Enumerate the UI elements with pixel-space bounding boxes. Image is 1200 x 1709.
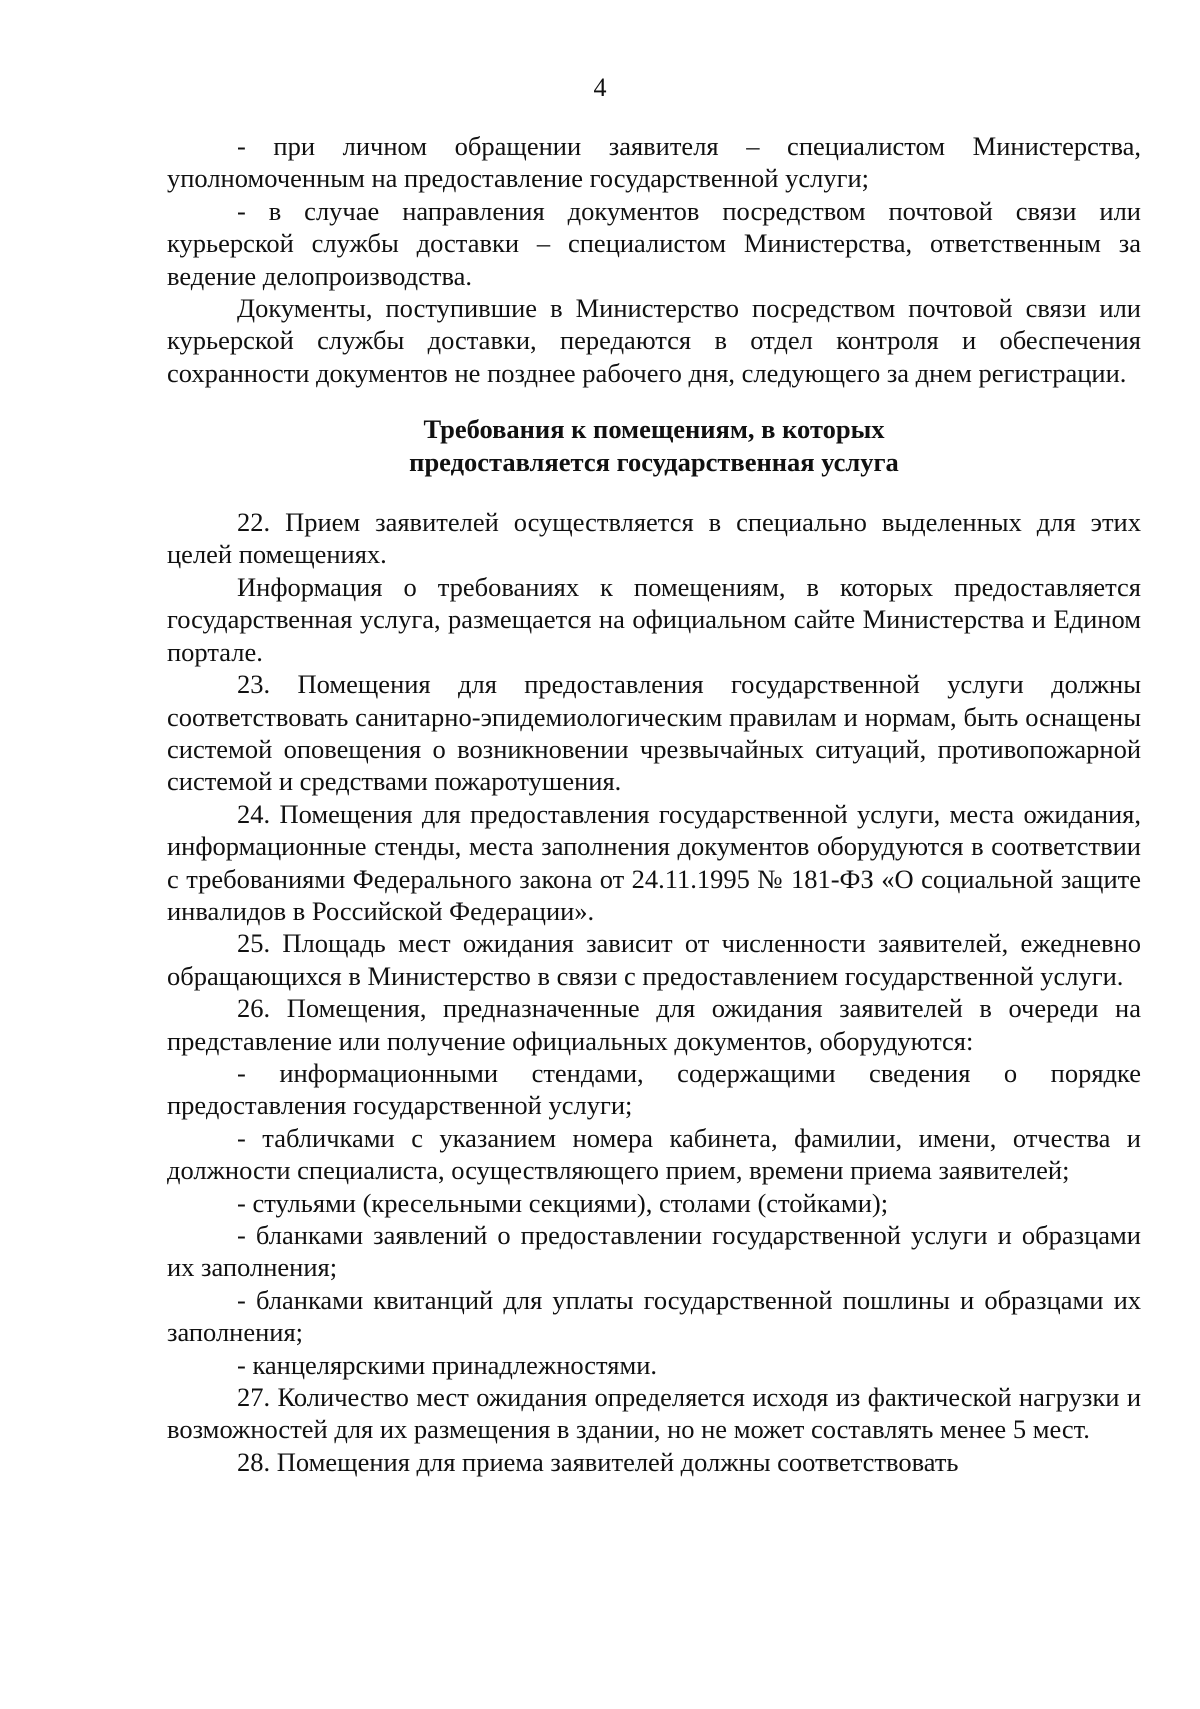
paragraph-27: 27. Количество мест ожидания определяется исходя из фактической нагрузки и возможностей для их размещения в здании, но не может составлять менее 5 мест. — [167, 1382, 1141, 1445]
paragraph-personal-appeal: - при личном обращении заявителя – специалистом Министерства, уполномоченным на предоставление государственной услуги; — [167, 131, 1141, 194]
section-heading — [167, 413, 1141, 478]
section-heading-line-1: Требования к помещениям, в которых — [423, 414, 885, 445]
paragraph-26: 26. Помещения, предназначенные для ожидания заявителей в очереди на представление или получение официальных документов, оборудуются: — [167, 993, 1141, 1056]
list-item-info-stands: - информационными стендами, содержащими сведения о порядке предоставления государственной услуги; — [167, 1057, 1141, 1121]
paragraph-23: 23. Помещения для предоставления государственной услуги должны соответствовать санитарно-эпидемиологическим правилам и нормам, быть оснащены системой оповещения о возникновении чрезвычайных ситуаций, противопожарной системой и средствами пожаротушения. — [167, 669, 1141, 797]
paragraph-24: 24. Помещения для предоставления государственной услуги, места ожидания, информационные стенды, места заполнения документов оборудуются в соответствии с требованиями Федерального закона от 24.11.1995 № 181-ФЗ «О социальной защите инвалидов в Российской Федерации». — [167, 798, 1141, 926]
page-number: 4 — [593, 73, 607, 102]
document-body — [167, 130, 1141, 1478]
paragraph-25: 25. Площадь мест ожидания зависит от численности заявителей, ежедневно обращающихся в Министерство в связи с предоставлением государственной услуги. — [167, 928, 1141, 991]
list-item-stationery: - канцелярскими принадлежностями. — [237, 1349, 658, 1380]
paragraph-28: 28. Помещения для приема заявителей должны соответствовать — [237, 1446, 959, 1477]
paragraph-22: 22. Прием заявителей осуществляется в специально выделенных для этих целей помещениях. — [167, 507, 1141, 570]
list-item-application-forms: - бланками заявлений о предоставлении государственной услуги и образцами их заполнения; — [167, 1220, 1141, 1283]
paragraph-postal-delivery: - в случае направления документов посредством почтовой связи или курьерской службы доставки – специалистом Министерства, ответственным за ведение делопроизводства. — [167, 195, 1141, 291]
paragraph-22-info: Информация о требованиях к помещениям, в которых предоставляется государственная услуга, размещается на официальном сайте Министерства и Едином портале. — [167, 571, 1141, 667]
list-item-chairs-tables: - стульями (кресельными секциями), столами (стойками); — [237, 1187, 889, 1218]
list-item-receipt-forms: - бланками квитанций для уплаты государственной пошлины и образцами их заполнения; — [167, 1284, 1141, 1348]
section-heading-line-2: предоставляется государственная услуга — [409, 446, 899, 477]
paragraph-documents-transfer: Документы, поступившие в Министерство посредством почтовой связи или курьерской службы доставки, передаются в отдел контроля и обеспечения сохранности документов не позднее рабочего дня, следующего за днем регистрации. — [167, 293, 1141, 388]
list-item-name-plates: - табличками с указанием номера кабинета, фамилии, имени, отчества и должности специалиста, осуществляющего прием, времени приема заявителей; — [167, 1122, 1141, 1186]
